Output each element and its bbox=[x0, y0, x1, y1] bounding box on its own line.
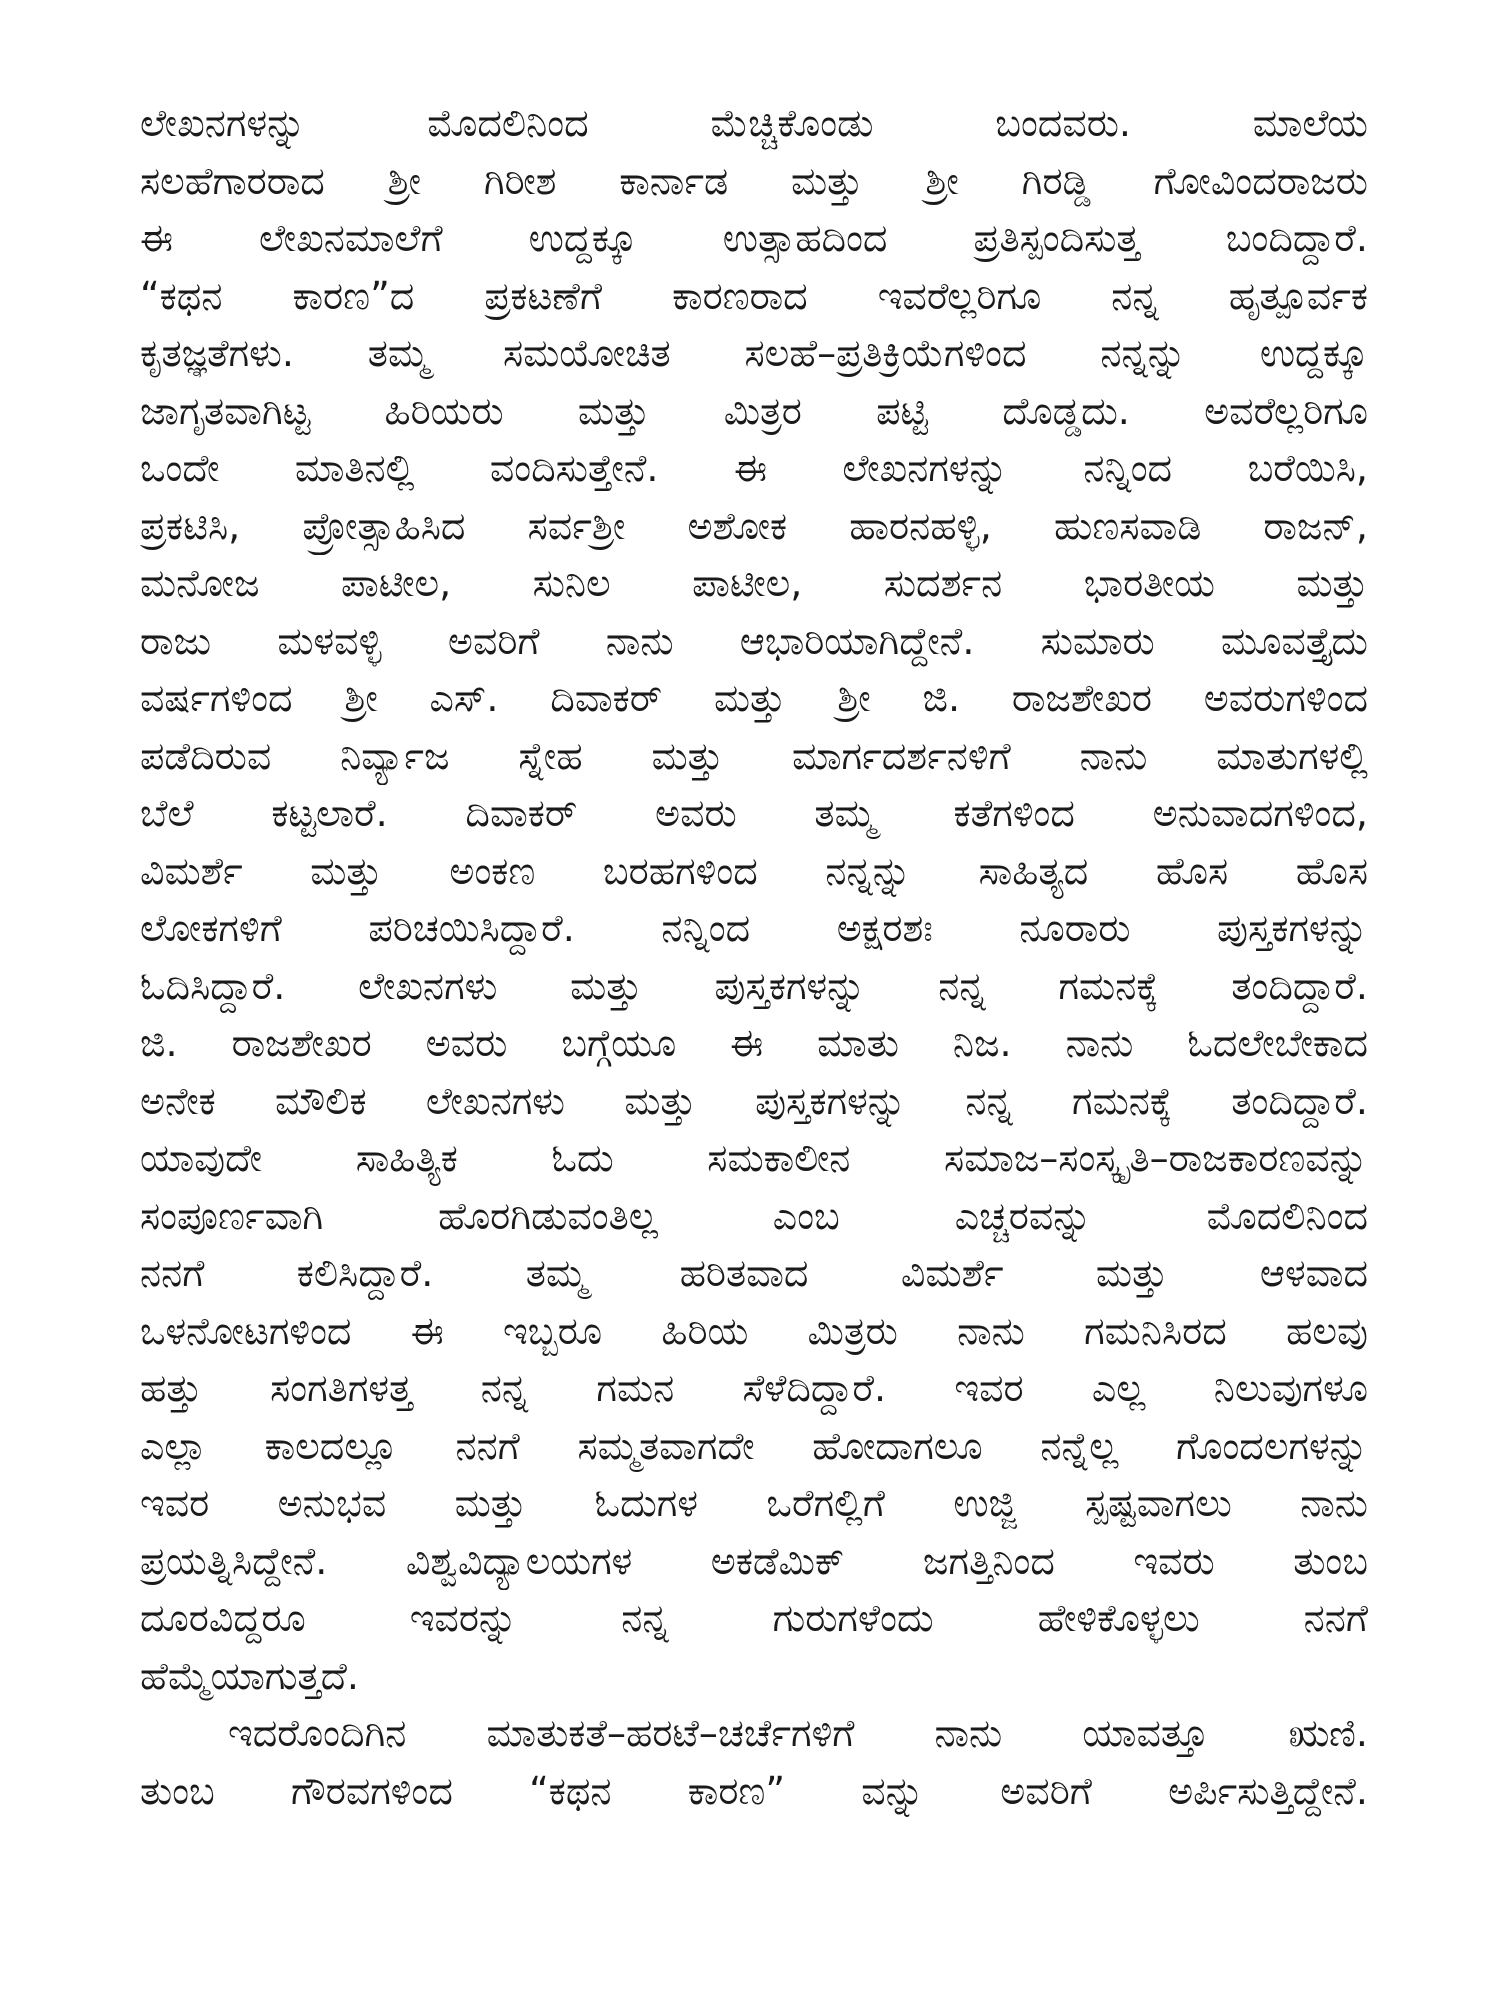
text-line: ವಿಮರ್ಶೆ ಮತ್ತು ಅಂಕಣ ಬರಹಗಳಿಂದ ನನ್ನನ್ನು ಸಾಹಿತ್ಯದ ಹೊಸ ಹೊಸ bbox=[140, 848, 1368, 893]
text-line: ಮನೋಜ ಪಾಟೀಲ, ಸುನಿಲ ಪಾಟೀಲ, ಸುದರ್ಶನ ಭಾರತೀಯ ಮತ್ತು bbox=[140, 561, 1368, 605]
text-line: ಲೇಖನಗಳನ್ನು ಮೊದಲಿನಿಂದ ಮೆಚ್ಚಿಕೊಂಡು ಬಂದವರು. ಮಾಲೆಯ bbox=[140, 101, 1368, 145]
body-text bbox=[140, 95, 1368, 1820]
paragraph-end-line: ಹೆಮ್ಮೆಯಾಗುತ್ತದೆ. bbox=[140, 1653, 359, 1698]
text-line: ಒಂದೇ ಮಾತಿನಲ್ಲಿ ವಂದಿಸುತ್ತೇನೆ. ಈ ಲೇಖನಗಳನ್ನು ನನ್ನಿಂದ ಬರೆಯಿಸಿ, bbox=[140, 446, 1368, 490]
text-line: ಸಂಪೂರ್ಣವಾಗಿ ಹೊರಗಿಡುವಂತಿಲ್ಲ ಎಂಬ ಎಚ್ಚರವನ್ನು ಮೊದಲಿನಿಂದ bbox=[140, 1193, 1368, 1238]
text-line: ರಾಜು ಮಳವಳ್ಳಿ ಅವರಿಗೆ ನಾನು ಆಭಾರಿಯಾಗಿದ್ದೇನೆ. ಸುಮಾರು ಮೂವತ್ತೈದು bbox=[140, 618, 1368, 663]
text-line: ಕೃತಜ್ಞತೆಗಳು. ತಮ್ಮ ಸಮಯೋಚಿತ ಸಲಹೆ–ಪ್ರತಿಕ್ರಿಯೆಗಳಿಂದ ನನ್ನನ್ನು ಉದ್ದಕ್ಕೂ bbox=[140, 331, 1368, 375]
text-line: ಅನೇಕ ಮೌಲಿಕ ಲೇಖನಗಳು ಮತ್ತು ಪುಸ್ತಕಗಳನ್ನು ನನ್ನ ಗಮನಕ್ಕೆ ತಂದಿದ್ದಾರೆ. bbox=[140, 1078, 1368, 1123]
text-line: ಇವರ ಅನುಭವ ಮತ್ತು ಓದುಗಳ ಒರೆಗಲ್ಲಿಗೆ ಉಜ್ಜಿ ಸ್ಪಷ್ಟವಾಗಲು ನಾನು bbox=[140, 1481, 1368, 1525]
text-line: ಯಾವುದೇ ಸಾಹಿತ್ಯಿಕ ಓದು ಸಮಕಾಲೀನ ಸಮಾಜ–ಸಂಸ್ಕೃತಿ–ರಾಜಕಾರಣವನ್ನು bbox=[140, 1136, 1368, 1180]
text-line: ಲೋಕಗಳಿಗೆ ಪರಿಚಯಿಸಿದ್ದಾರೆ. ನನ್ನಿಂದ ಅಕ್ಷರಶಃ ನೂರಾರು ಪುಸ್ತಕಗಳನ್ನು bbox=[140, 906, 1368, 950]
text-line: ಓದಿಸಿದ್ದಾರೆ. ಲೇಖನಗಳು ಮತ್ತು ಪುಸ್ತಕಗಳನ್ನು ನನ್ನ ಗಮನಕ್ಕೆ ತಂದಿದ್ದಾರೆ. bbox=[140, 963, 1368, 1008]
text-line: ಈ ಲೇಖನಮಾಲೆಗೆ ಉದ್ದಕ್ಕೂ ಉತ್ಸಾಹದಿಂದ ಪ್ರತಿಸ್ಪಂದಿಸುತ್ತ ಬಂದಿದ್ದಾರೆ. bbox=[140, 216, 1368, 260]
text-line: “ಕಥನ ಕಾರಣ”ದ ಪ್ರಕಟಣೆಗೆ ಕಾರಣರಾದ ಇವರೆಲ್ಲರಿಗೂ ನನ್ನ ಹೃತ್ಪೂರ್ವಕ bbox=[140, 273, 1368, 318]
text-line: ವರ್ಷಗಳಿಂದ ಶ್ರೀ ಎಸ್. ದಿವಾಕರ್ ಮತ್ತು ಶ್ರೀ ಜಿ. ರಾಜಶೇಖರ ಅವರುಗಳಿಂದ bbox=[140, 676, 1368, 720]
text-line: ಹತ್ತು ಸಂಗತಿಗಳತ್ತ ನನ್ನ ಗಮನ ಸೆಳೆದಿದ್ದಾರೆ. ಇವರ ಎಲ್ಲ ನಿಲುವುಗಳೂ bbox=[140, 1366, 1368, 1410]
text-line: ಜಿ. ರಾಜಶೇಖರ ಅವರು ಬಗ್ಗೆಯೂ ಈ ಮಾತು ನಿಜ. ನಾನು ಓದಲೇಬೇಕಾದ bbox=[140, 1021, 1368, 1065]
text-line: ದೂರವಿದ್ದರೂ ಇವರನ್ನು ನನ್ನ ಗುರುಗಳೆಂದು ಹೇಳಿಕೊಳ್ಳಲು ನನಗೆ bbox=[140, 1596, 1368, 1640]
text-line: ಪ್ರಕಟಿಸಿ, ಪ್ರೋತ್ಸಾಹಿಸಿದ ಸರ್ವಶ್ರೀ ಅಶೋಕ ಹಾರನಹಳ್ಳಿ, ಹುಣಸವಾಡಿ ರಾಜನ್, bbox=[140, 503, 1368, 548]
text-line: ಬೆಲೆ ಕಟ್ಟಲಾರೆ. ದಿವಾಕರ್ ಅವರು ತಮ್ಮ ಕತೆಗಳಿಂದ ಅನುವಾದಗಳಿಂದ, bbox=[140, 791, 1368, 835]
text-line: ನನಗೆ ಕಲಿಸಿದ್ದಾರೆ. ತಮ್ಮ ಹರಿತವಾದ ವಿಮರ್ಶೆ ಮತ್ತು ಆಳವಾದ bbox=[140, 1251, 1368, 1295]
text-line: ಜಾಗೃತವಾಗಿಟ್ಟ ಹಿರಿಯರು ಮತ್ತು ಮಿತ್ರರ ಪಟ್ಟಿ ದೊಡ್ಡದು. ಅವರೆಲ್ಲರಿಗೂ bbox=[140, 388, 1368, 433]
paragraph-start-line: ಇದರೊಂದಿಗಿನ ಮಾತುಕತೆ–ಹರಟೆ–ಚರ್ಚೆಗಳಿಗೆ ನಾನು ಯಾವತ್ತೂ ಋಣಿ. bbox=[228, 1711, 1368, 1755]
text-line: ಸಲಹೆಗಾರರಾದ ಶ್ರೀ ಗಿರೀಶ ಕಾರ್ನಾಡ ಮತ್ತು ಶ್ರೀ ಗಿರಡ್ಡಿ ಗೋವಿಂದರಾಜರು bbox=[140, 158, 1368, 203]
text-line: ಪ್ರಯತ್ನಿಸಿದ್ದೇನೆ. ವಿಶ್ವವಿದ್ಯಾಲಯಗಳ ಅಕಡೆಮಿಕ್ ಜಗತ್ತಿನಿಂದ ಇವರು ತುಂಬ bbox=[140, 1538, 1368, 1583]
text-line: ತುಂಬ ಗೌರವಗಳಿಂದ “ಕಥನ ಕಾರಣ” ವನ್ನು ಅವರಿಗೆ ಅರ್ಪಿಸುತ್ತಿದ್ದೇನೆ. bbox=[140, 1768, 1368, 1813]
text-line: ಒಳನೋಟಗಳಿಂದ ಈ ಇಬ್ಬರೂ ಹಿರಿಯ ಮಿತ್ರರು ನಾನು ಗಮನಿಸಿರದ ಹಲವು bbox=[140, 1308, 1368, 1353]
text-line: ಪಡೆದಿರುವ ನಿರ್ವ್ಯಾಜ ಸ್ನೇಹ ಮತ್ತು ಮಾರ್ಗದರ್ಶನಳಿಗೆ ನಾನು ಮಾತುಗಳಲ್ಲಿ bbox=[140, 733, 1368, 778]
text-line: ಎಲ್ಲಾ ಕಾಲದಲ್ಲೂ ನನಗೆ ಸಮ್ಮತವಾಗದೇ ಹೋದಾಗಲೂ ನನ್ನೆಲ್ಲ ಗೊಂದಲಗಳನ್ನು bbox=[140, 1423, 1368, 1468]
